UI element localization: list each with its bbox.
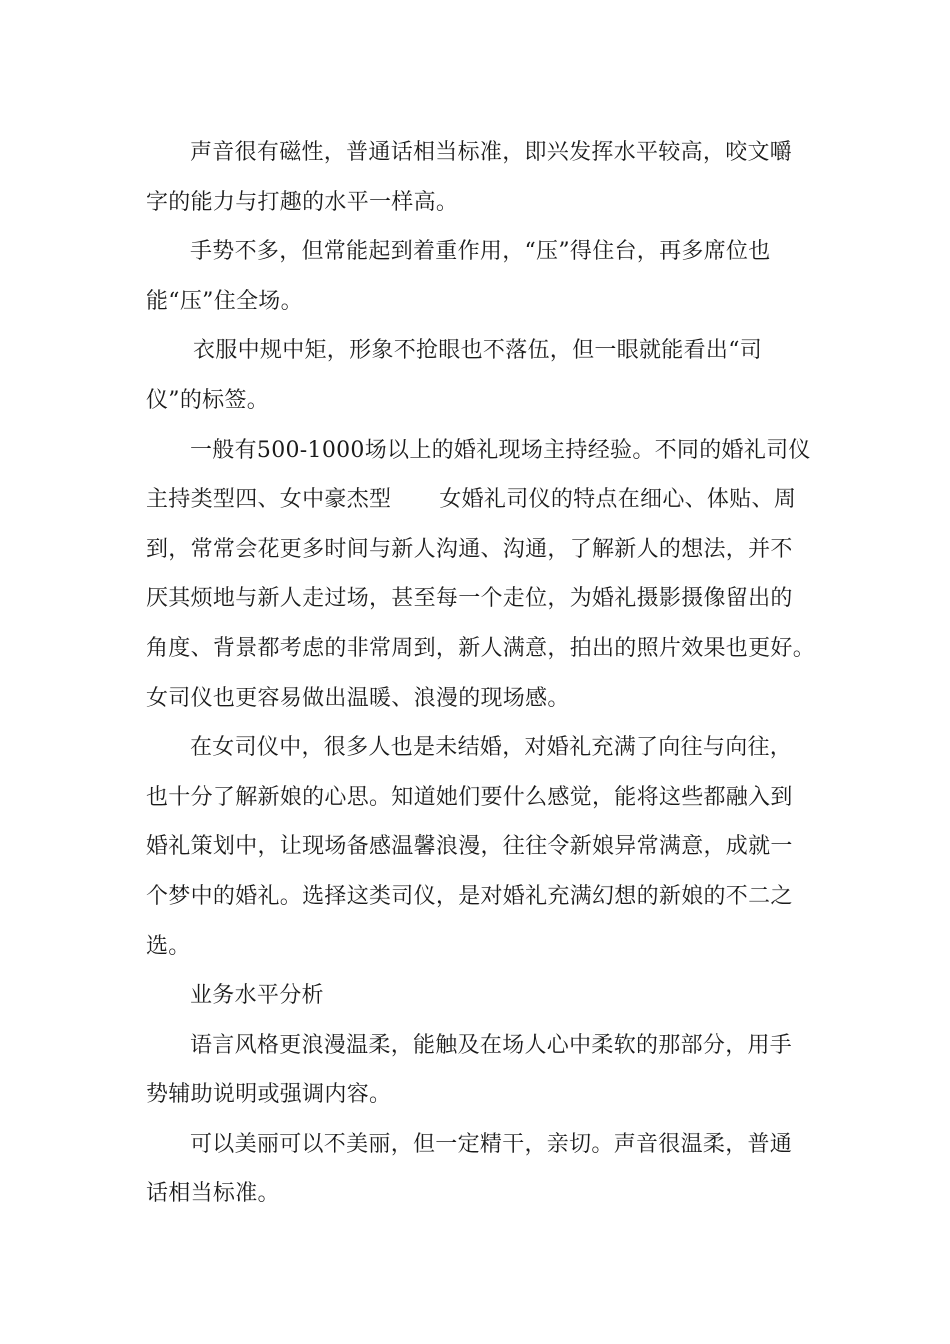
text-line: 到，常常会花更多时间与新人沟通、沟通，了解新人的想法，并不	[146, 536, 793, 562]
section-heading: 业务水平分析	[190, 983, 324, 1009]
text-line: 婚礼策划中，让现场备感温馨浪漫，往往令新娘异常满意，成就一	[146, 834, 793, 860]
text-line: 在女司仪中，很多人也是未结婚，对婚礼充满了向往与向往，	[190, 735, 793, 761]
text-fragment: 女婚礼司仪的特点在细心、体贴、周	[439, 487, 797, 513]
text-line: 手势不多，但常能起到着重作用，“压”得住台，再多席位也	[190, 239, 771, 265]
text-line: 话相当标准。	[146, 1181, 280, 1207]
text-line: 势辅助说明或强调内容。	[146, 1082, 392, 1108]
document-body	[146, 128, 830, 1219]
text-line: 个梦中的婚礼。选择这类司仪，是对婚礼充满幻想的新娘的不二之	[146, 883, 793, 909]
section-heading-inline: 主持类型四、女中豪杰型	[146, 487, 392, 513]
text-line: 选。	[146, 933, 191, 959]
text-line: 女司仪也更容易做出温暖、浪漫的现场感。	[146, 685, 570, 711]
text-line: 语言风格更浪漫温柔，能触及在场人心中柔软的那部分，用手	[190, 1032, 793, 1058]
text-line: 厌其烦地与新人走过场，甚至每一个走位，为婚礼摄影摄像留出的	[146, 586, 793, 612]
paragraph-clothing	[146, 326, 830, 425]
paragraph-business-heading	[146, 971, 830, 1021]
text-line: 衣服中规中矩，形象不抢眼也不落伍，但一眼就能看出“司	[193, 338, 763, 364]
paragraph-gestures	[146, 227, 830, 326]
paragraph-unmarried	[146, 723, 830, 971]
text-line: 能“压”住全场。	[146, 288, 303, 314]
text-line: 可以美丽可以不美丽，但一定精干，亲切。声音很温柔，普通	[190, 1131, 793, 1157]
paragraph-appearance	[146, 1120, 830, 1219]
paragraph-female-mc	[146, 426, 830, 724]
text-line: 字的能力与打趣的水平一样高。	[146, 189, 459, 215]
text-line: 声音很有磁性，普通话相当标准，即兴发挥水平较高，咬文嚼	[190, 140, 793, 165]
paragraph-language-style	[146, 1021, 830, 1120]
text-line	[146, 475, 830, 525]
text-line: 角度、背景都考虑的非常周到，新人满意，拍出的照片效果也更好。	[146, 635, 816, 661]
text-line: 仪”的标签。	[146, 387, 270, 413]
text-line: 一般有500-1000场以上的婚礼现场主持经验。不同的婚礼司仪	[190, 437, 811, 463]
text-line: 也十分了解新娘的心思。知道她们要什么感觉，能将这些都融入到	[146, 784, 793, 810]
paragraph-voice	[146, 128, 830, 227]
